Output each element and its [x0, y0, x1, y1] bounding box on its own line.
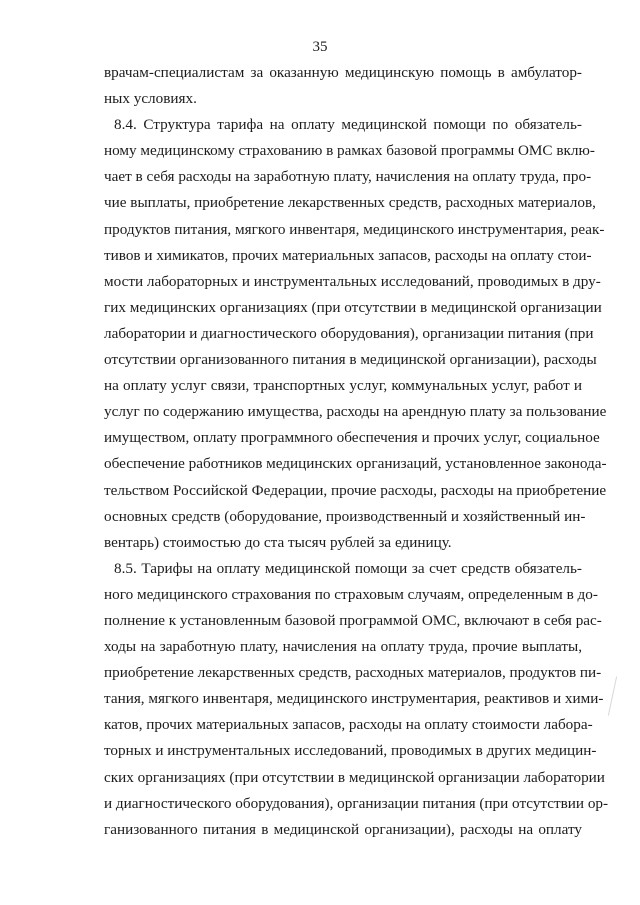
text-line: врачам-специалистам за оказанную медицинскую помощь в амбулатор- [104, 64, 582, 81]
text-line: 8.5. Тарифы на оплату медицинской помощи за счет средств обязатель- [114, 559, 582, 577]
text-line: торных и инструментальных исследований, проводимых в других медицин- [104, 742, 597, 760]
text-line: ному медицинскому страхованию в рамках базовой программы ОМС вклю- [104, 142, 595, 160]
text-line: продуктов питания, мягкого инвентаря, медицинского инструментария, реак- [104, 220, 605, 238]
text-line: отсутствии организованного питания в медицинской организации), расходы [104, 351, 597, 369]
text-line: лаборатории и диагностического оборудования), организации питания (при [104, 324, 594, 342]
text-line: вентарь) стоимостью до ста тысяч рублей за единицу. [104, 533, 452, 551]
text-line: ходы на заработную плату, начисления на оплату труда, прочие выплаты, [104, 638, 582, 656]
text-line: чает в себя расходы на заработную плату, начисления на оплату труда, про- [104, 168, 592, 186]
text-line: гих медицинских организациях (при отсутствии в медицинской организации [104, 298, 602, 316]
paragraph-8-5 [104, 556, 609, 843]
text-line: полнение к установленным базовой программой ОМС, включают в себя рас- [104, 611, 602, 629]
text-line: на оплату услуг связи, транспортных услуг, коммунальных услуг, работ и [104, 377, 582, 395]
text-line: обеспечение работников медицинских организаций, установленное законода- [104, 455, 607, 473]
text-line: катов, прочих материальных запасов, расходы на оплату стоимости лабора- [104, 716, 593, 734]
text-line: имуществом, оплату программного обеспечения и прочих услуг, социальное [104, 429, 600, 447]
text-line: тания, мягкого инвентаря, медицинского инструментария, реактивов и хими- [104, 690, 604, 708]
text-line: тивов и химикатов, прочих материальных запасов, расходы на оплату стои- [104, 246, 592, 264]
scan-margin-mark [608, 676, 617, 715]
page-number: 35 [312, 39, 328, 55]
text-line: тельством Российской Федерации, прочие расходы, расходы на приобретение [104, 481, 607, 499]
text-line: услуг по содержанию имущества, расходы на арендную плату за пользование [104, 403, 607, 421]
text-line: 8.4. Структура тарифа на оплату медицинской помощи по обязатель- [114, 116, 582, 134]
text-line: ных условиях. [104, 90, 197, 108]
text-line: приобретение лекарственных средств, расходных материалов, продуктов пи- [104, 664, 602, 682]
text-line: чие выплаты, приобретение лекарственных средств, расходных материалов, [104, 194, 596, 212]
text-line: ских организациях (при отсутствии в медицинской организации лаборатории [104, 768, 605, 786]
paragraph-8-4 [104, 112, 607, 556]
text-line: ного медицинского страхования по страховым случаям, определенным в до- [104, 585, 598, 603]
body-text [104, 60, 609, 843]
text-line: основных средств (оборудование, производственный и хозяйственный ин- [104, 507, 586, 525]
text-line: мости лабораторных и инструментальных исследований, проводимых в дру- [104, 272, 601, 290]
text-line: ганизованного питания в медицинской организации), расходы на оплату [104, 820, 582, 838]
text-line: и диагностического оборудования), организации питания (при отсутствии ор- [104, 794, 609, 812]
paragraph-continuation [104, 60, 582, 112]
